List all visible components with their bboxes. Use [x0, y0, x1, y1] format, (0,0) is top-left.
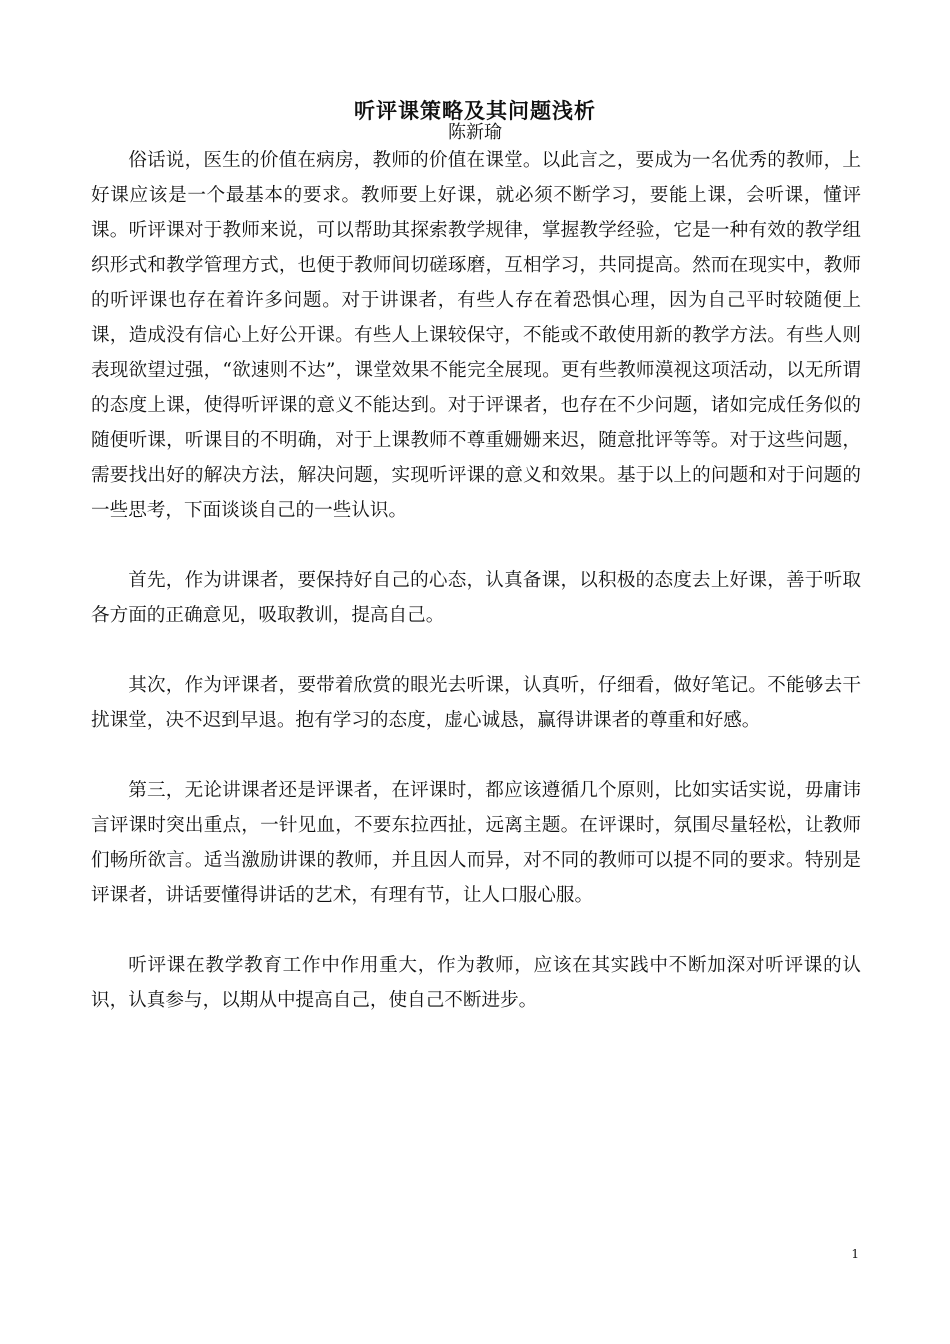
paragraph-introduction: 俗话说，医生的价值在病房，教师的价值在课堂。以此言之，要成为一名优秀的教师，上好课应该是一个最基本的要求。教师要上好课，就必须不断学习，要能上课，会听课，懂评课。听评课对于教师来说，可以帮助其探索教学规律，掌握教学经验，它是一种有效的教学组织形式和教学管理方式，也便于教师间切磋琢磨，互相学习，共同提高。然而在现实中，教师的听评课也存在着许多问题。对于讲课者，有些人存在着恐惧心理，因为自己平时较随便上课，造成没有信心上好公开课。有些人上课较保守，不能或不敢使用新的教学方法。有些人则表现欲望过强，“欲速则不达”，课堂效果不能完全展现。更有些教师漠视这项活动，以无所谓的态度上课，使得听评课的意义不能达到。对于评课者，也存在不少问题，诸如完成任务似的随便听课，听课目的不明确，对于上课教师不尊重姗姗来迟，随意批评等等。对于这些问题，需要找出好的解决方法，解决问题，实现听评课的意义和效果。基于以上的问题和对于问题的一些思考，下面谈谈自己的一些认识。 [91, 150, 861, 521]
document-title: 听评课策略及其问题浅析 [354, 98, 596, 123]
paragraph-conclusion: 听评课在教学教育工作中作用重大，作为教师，应该在其实践中不断加深对听评课的认识，认真参与，以期从中提高自己，使自己不断进步。 [91, 955, 861, 1011]
document-author: 陈新瑜 [448, 122, 502, 143]
paragraph-first-point: 首先，作为讲课者，要保持好自己的心态，认真备课，以积极的态度去上好课，善于听取各方面的正确意见，吸取教训，提高自己。 [91, 570, 861, 626]
paragraph-second-point: 其次，作为评课者，要带着欣赏的眼光去听课，认真听，仔细看，做好笔记。不能够去干扰课堂，决不迟到早退。抱有学习的态度，虚心诚恳，赢得讲课者的尊重和好感。 [91, 675, 861, 731]
document-body [91, 143, 861, 1053]
paragraph-third-point: 第三，无论讲课者还是评课者，在评课时，都应该遵循几个原则，比如实话实说，毋庸讳言评课时突出重点，一针见血，不要东拉西扯，远离主题。在评课时，氛围尽量轻松，让教师们畅所欲言。适当激励讲课的教师，并且因人而异，对不同的教师可以提不同的要求。特别是评课者，讲话要懂得讲话的艺术，有理有节，让人口服心服。 [91, 780, 861, 906]
page-number: 1 [851, 1247, 859, 1261]
